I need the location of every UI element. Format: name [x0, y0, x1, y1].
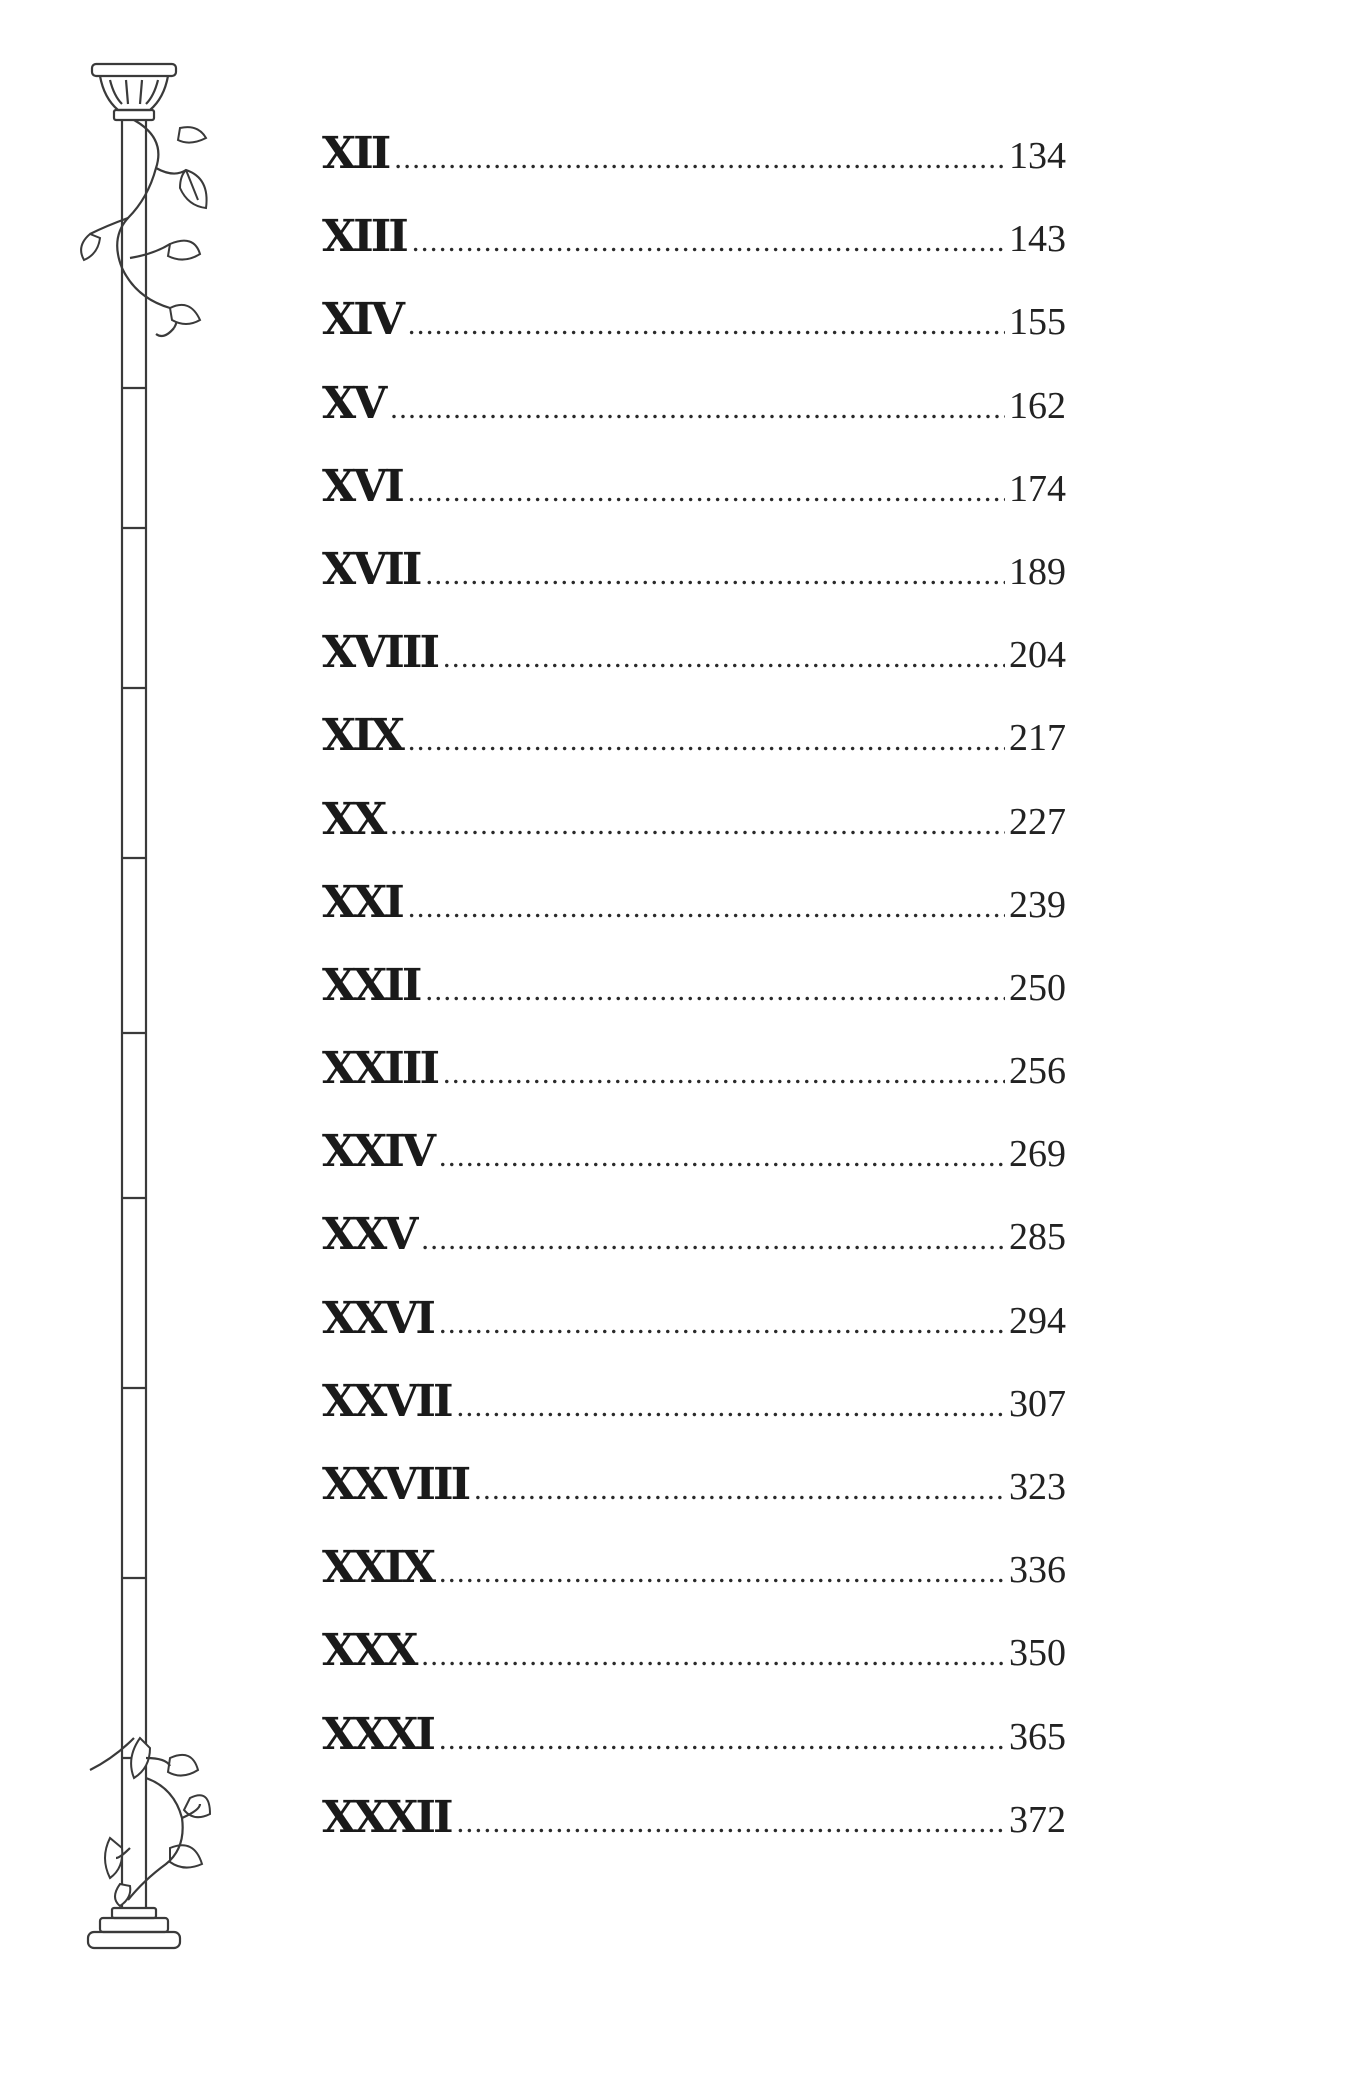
chapter-numeral: XXI: [322, 876, 402, 928]
toc-entry: [322, 1209, 1066, 1292]
chapter-numeral: XXXII: [322, 1791, 451, 1843]
dot-leader: [408, 477, 1005, 507]
chapter-numeral: XV: [322, 377, 385, 429]
page-number: 365: [1009, 1715, 1066, 1758]
toc-entry: [322, 294, 1066, 377]
dot-leader: [390, 810, 1005, 840]
dot-leader: [408, 726, 1005, 756]
page-number: 294: [1009, 1299, 1066, 1342]
chapter-numeral: XVII: [322, 543, 420, 595]
page-number: 189: [1009, 550, 1066, 593]
toc-entry: [322, 960, 1066, 1043]
chapter-numeral: XVI: [322, 460, 402, 512]
toc-entry: [322, 877, 1066, 960]
chapter-numeral: XXIV: [322, 1126, 433, 1178]
page-number: 174: [1009, 467, 1066, 510]
page-number: 323: [1009, 1466, 1066, 1508]
chapter-numeral: XXVIII: [322, 1459, 469, 1510]
toc-entry: [322, 627, 1066, 710]
dot-leader: [412, 227, 1005, 257]
page-number: 155: [1009, 301, 1066, 344]
chapter-numeral: XIX: [322, 710, 402, 762]
dot-leader: [439, 1142, 1005, 1172]
page-number: 256: [1009, 1050, 1066, 1093]
page-number: 336: [1009, 1549, 1066, 1592]
dot-leader: [408, 310, 1005, 340]
page-number: 204: [1009, 634, 1066, 677]
toc-entry: [322, 1709, 1066, 1792]
chapter-numeral: XXV: [322, 1209, 416, 1261]
toc-entry: [322, 1625, 1066, 1708]
chapter-numeral: XXVII: [322, 1375, 451, 1427]
dot-leader: [408, 893, 1005, 923]
toc-entry: [322, 794, 1066, 877]
toc-entry: [322, 461, 1066, 544]
toc-entry: [322, 128, 1066, 211]
page-number: 307: [1009, 1382, 1066, 1425]
page-number: 285: [1009, 1216, 1066, 1259]
dot-leader: [457, 1392, 1005, 1422]
toc-entry: [322, 1293, 1066, 1376]
toc-entry: [322, 211, 1066, 294]
page-number: 250: [1009, 966, 1066, 1009]
dot-leader: [443, 643, 1005, 673]
chapter-numeral: XXIX: [322, 1542, 433, 1594]
chapter-numeral: XXII: [322, 959, 420, 1011]
chapter-numeral: XVIII: [322, 627, 438, 679]
chapter-numeral: XIII: [322, 211, 406, 263]
page-number: 227: [1009, 800, 1066, 843]
chapter-numeral: XX: [322, 793, 385, 845]
dot-leader: [421, 1641, 1005, 1671]
page-number: 143: [1009, 218, 1066, 261]
dot-leader: [443, 1059, 1005, 1089]
page-number: 239: [1009, 883, 1066, 926]
toc-entry: [322, 378, 1066, 461]
chapter-numeral: XXVI: [322, 1292, 433, 1344]
toc-entry: [322, 1459, 1066, 1542]
toc-entry: [322, 544, 1066, 627]
chapter-numeral: XIV: [322, 294, 402, 346]
toc-entry: [322, 1376, 1066, 1459]
chapter-numeral: XII: [322, 128, 389, 179]
dot-leader: [439, 1309, 1005, 1339]
toc-entry: [322, 1043, 1066, 1126]
page-number: 162: [1009, 384, 1066, 427]
page-number: 217: [1009, 717, 1066, 760]
toc-entry: [322, 710, 1066, 793]
toc-entry: [322, 1126, 1066, 1209]
dot-leader: [474, 1475, 1005, 1505]
page-number: 372: [1009, 1798, 1066, 1841]
chapter-numeral: XXIII: [322, 1043, 438, 1095]
chapter-numeral: XXX: [322, 1625, 416, 1677]
toc-entry: [322, 1542, 1066, 1625]
table-of-contents: [322, 128, 1066, 1875]
dot-leader: [390, 394, 1005, 424]
column-with-vines-icon: [70, 58, 220, 1968]
dot-leader: [439, 1725, 1005, 1755]
dot-leader: [425, 560, 1005, 590]
page-number: 350: [1009, 1632, 1066, 1675]
dot-leader: [394, 144, 1005, 174]
toc-entry: [322, 1792, 1066, 1875]
dot-leader: [425, 976, 1005, 1006]
dot-leader: [457, 1808, 1005, 1838]
page-number: 269: [1009, 1133, 1066, 1176]
page-number: 134: [1009, 135, 1066, 177]
chapter-numeral: XXXI: [322, 1708, 433, 1760]
dot-leader: [439, 1558, 1005, 1588]
dot-leader: [421, 1225, 1005, 1255]
